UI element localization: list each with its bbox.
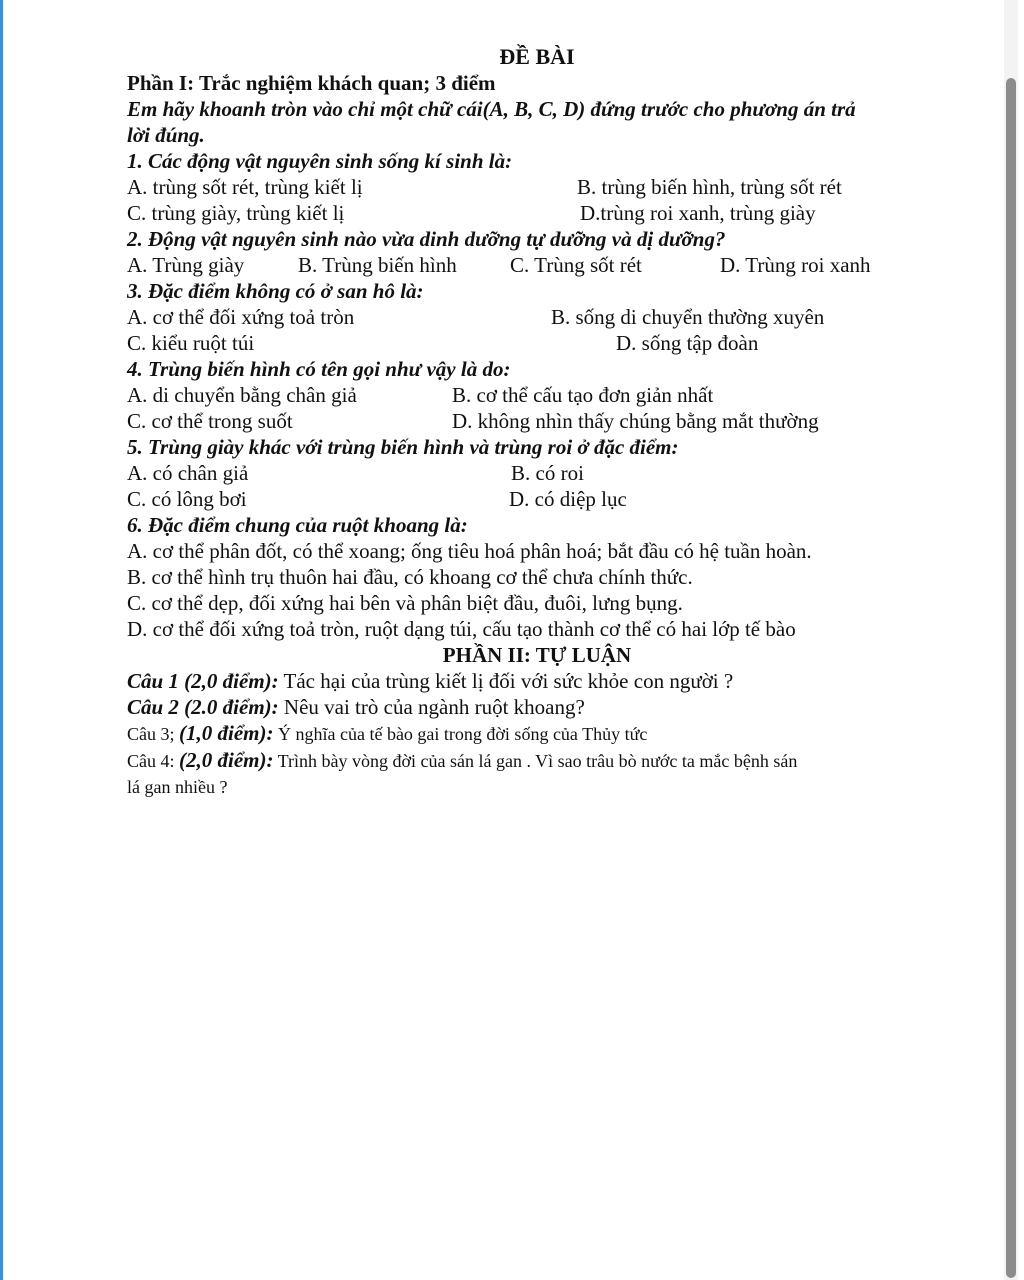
option-c: C. cơ thể dẹp, đối xứng hai bên và phân biệt đầu, đuôi, lưng bụng. [127, 591, 683, 615]
option-d: D.trùng roi xanh, trùng giày [580, 201, 816, 225]
question-3: 3. Đặc điểm không có ở san hô là: [127, 279, 424, 303]
option-d: D. Trùng roi xanh [720, 253, 871, 277]
essay-question-prefix: Câu 4: [127, 751, 179, 771]
option-d: D. sống tập đoàn [616, 331, 759, 355]
page-title: ĐỀ BÀI [499, 44, 575, 69]
option-b: B. sống di chuyển thường xuyên [551, 305, 825, 329]
essay-question-text: Trình bày vòng đời của sán lá gan . Vì sao trâu bò nước ta mắc bệnh sán [273, 751, 798, 771]
essay-question-label: Câu 1 (2,0 điểm): [127, 669, 279, 693]
question-2-options-row [127, 252, 927, 278]
option-c: C. trùng giày, trùng kiết lị [127, 201, 345, 225]
option-a: A. cơ thể phân đốt, có thể xoang; ống tiêu hoá phân hoá; bắt đầu có hệ tuần hoàn. [127, 539, 812, 563]
question-5-options-row-2 [127, 486, 927, 512]
exam-document [127, 44, 927, 800]
option-b: B. Trùng biến hình [298, 253, 457, 277]
question-5: 5. Trùng giày khác với trùng biến hình và trùng roi ở đặc điểm: [127, 435, 679, 459]
option-a: A. trùng sốt rét, trùng kiết lị [127, 175, 363, 199]
option-d: D. không nhìn thấy chúng bằng mắt thường [452, 409, 819, 433]
essay-question-text: Nêu vai trò của ngành ruột khoang? [278, 695, 585, 719]
essay-question-text: Ý nghĩa của tế bào gai trong đời sống của Thủy tức [273, 724, 648, 744]
essay-question-4 [127, 747, 927, 774]
essay-question-text: Tác hại của trùng kiết lị đối với sức khỏe con người ? [278, 669, 734, 693]
instruction-line-1: Em hãy khoanh tròn vào chỉ một chữ cái(A, B, C, D) đứng trước cho phương án trả [127, 97, 856, 121]
essay-question-label: (1,0 điểm): [179, 721, 274, 745]
essay-question-1 [127, 668, 927, 694]
option-a: A. có chân giả [127, 461, 249, 485]
option-a: A. cơ thể đối xứng toả tròn [127, 305, 355, 329]
option-c: C. cơ thể trong suốt [127, 409, 293, 433]
question-6: 6. Đặc điểm chung của ruột khoang là: [127, 513, 468, 537]
left-edge-bar [0, 0, 3, 1280]
option-c: C. kiểu ruột túi [127, 331, 255, 355]
option-d: D. cơ thể đối xứng toả tròn, ruột dạng túi, cấu tạo thành cơ thể có hai lớp tế bào [127, 617, 796, 641]
option-c: C. Trùng sốt rét [510, 253, 642, 277]
option-d: D. có diệp lục [509, 487, 627, 511]
question-4: 4. Trùng biến hình có tên gọi như vậy là do: [127, 357, 511, 381]
option-b: B. có roi [511, 461, 584, 485]
option-a: A. di chuyển bằng chân giả [127, 383, 357, 407]
part2-heading: PHẦN II: TỰ LUẬN [442, 643, 632, 667]
option-c: C. có lông bơi [127, 487, 247, 511]
essay-question-label: Câu 2 (2.0 điểm): [127, 695, 279, 719]
question-3-options-row-1 [127, 304, 927, 330]
essay-question-4-continued: lá gan nhiều ? [127, 777, 228, 797]
option-b: B. cơ thể hình trụ thuôn hai đầu, có khoang cơ thể chưa chính thức. [127, 565, 693, 589]
question-1-options-row-2 [127, 200, 927, 226]
question-4-options-row-1 [127, 382, 927, 408]
part1-heading: Phần I: Trắc nghiệm khách quan; 3 điểm [127, 71, 496, 95]
option-b: B. cơ thể cấu tạo đơn giản nhất [452, 383, 714, 407]
question-3-options-row-2 [127, 330, 927, 356]
essay-question-2 [127, 694, 927, 720]
question-4-options-row-2 [127, 408, 927, 434]
essay-question-3 [127, 720, 927, 747]
option-b: B. trùng biến hình, trùng sốt rét [577, 175, 842, 199]
essay-question-prefix: Câu 3; [127, 724, 179, 744]
essay-question-label: (2,0 điểm): [179, 748, 274, 772]
instruction-line-2: lời đúng. [127, 123, 205, 147]
scrollbar-thumb[interactable] [1006, 78, 1016, 1278]
question-1-options-row-1 [127, 174, 927, 200]
question-2: 2. Động vật nguyên sinh nào vừa dinh dưỡng tự dưỡng và dị dưỡng? [127, 227, 726, 251]
question-5-options-row-1 [127, 460, 927, 486]
option-a: A. Trùng giày [127, 253, 245, 277]
question-1: 1. Các động vật nguyên sinh sống kí sinh là: [127, 149, 513, 173]
